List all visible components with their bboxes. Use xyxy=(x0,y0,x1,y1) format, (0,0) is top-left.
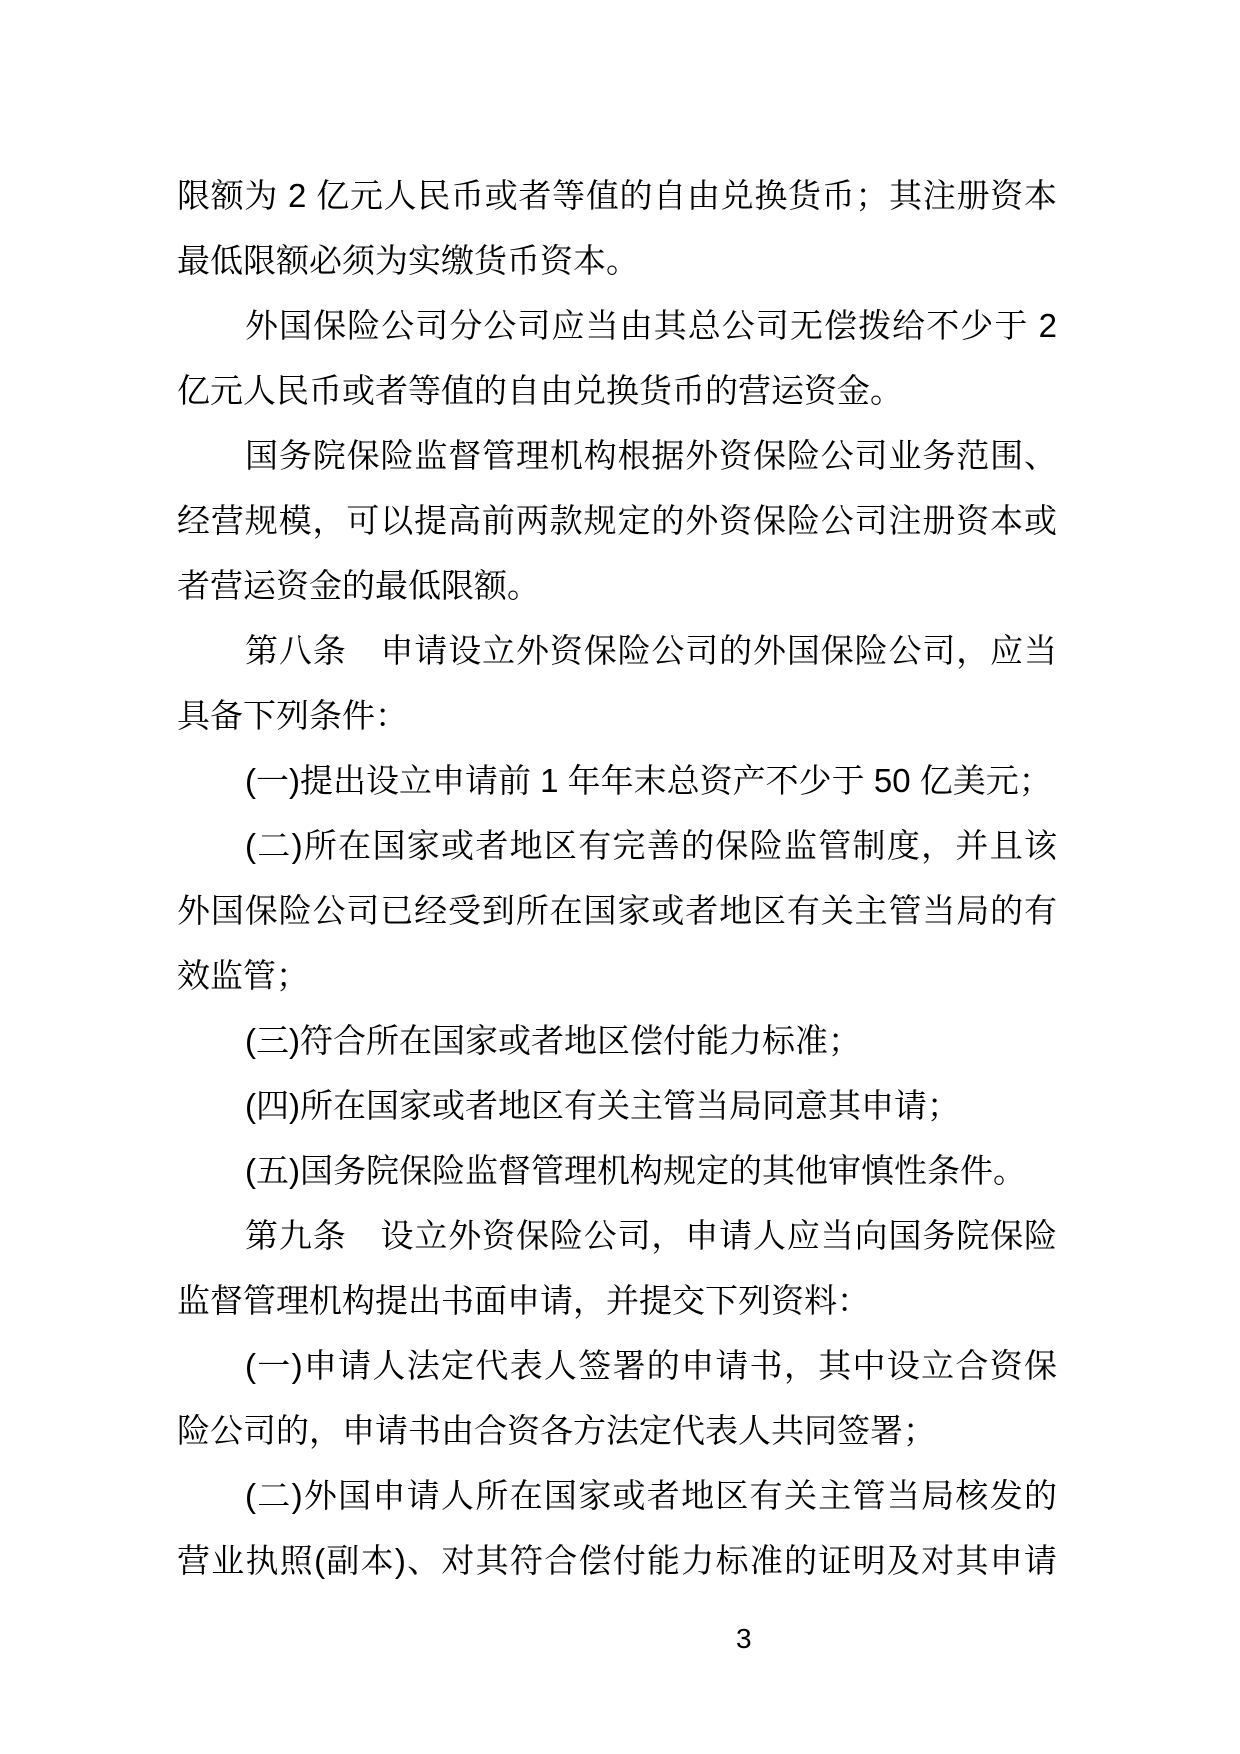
text-line: 险公司的，申请书由合资各方法定代表人共同签署； xyxy=(177,1412,936,1449)
text-line: 具备下列条件： xyxy=(177,697,408,734)
text-line: 国务院保险监督管理机构根据外资保险公司业务范围、 xyxy=(245,437,1057,474)
text-line: (五)国务院保险监督管理机构规定的其他审慎性条件。 xyxy=(245,1152,1026,1189)
text-line: (二)外国申请人所在国家或者地区有关主管当局核发的 xyxy=(245,1477,1057,1514)
text-line: 经营规模，可以提高前两款规定的外资保险公司注册资本或 xyxy=(177,502,1057,539)
text-line: 限额为 2 亿元人民币或者等值的自由兑换货币；其注册资本 xyxy=(177,177,1057,214)
text-line: 外国保险公司分公司应当由其总公司无偿拨给不少于 2 xyxy=(245,307,1057,344)
text-line: (四)所在国家或者地区有关主管当局同意其申请； xyxy=(245,1087,960,1124)
text-line: 亿元人民币或者等值的自由兑换货币的营运资金。 xyxy=(177,372,903,409)
text-line: 营业执照(副本)、对其符合偿付能力标准的证明及对其申请 xyxy=(177,1542,1057,1579)
text-line: 效监管； xyxy=(177,957,309,994)
document-body xyxy=(177,163,1057,1593)
text-line: 第九条 设立外资保险公司，申请人应当向国务院保险 xyxy=(245,1217,1057,1254)
text-line: 监督管理机构提出书面申请，并提交下列资料： xyxy=(177,1282,870,1319)
text-line: (一)申请人法定代表人签署的申请书，其中设立合资保 xyxy=(245,1347,1057,1384)
text-line: (二)所在国家或者地区有完善的保险监管制度，并且该 xyxy=(245,827,1057,864)
text-line: 外国保险公司已经受到所在国家或者地区有关主管当局的有 xyxy=(177,892,1057,929)
text-line: (三)符合所在国家或者地区偿付能力标准； xyxy=(245,1022,861,1059)
page-number: 3 xyxy=(736,1623,752,1654)
text-line: 者营运资金的最低限额。 xyxy=(177,567,540,604)
text-line: 最低限额必须为实缴货币资本。 xyxy=(177,242,639,279)
text-line: 第八条 申请设立外资保险公司的外国保险公司，应当 xyxy=(245,632,1057,669)
text-line: (一)提出设立申请前 1 年年末总资产不少于 50 亿美元； xyxy=(245,762,1052,799)
